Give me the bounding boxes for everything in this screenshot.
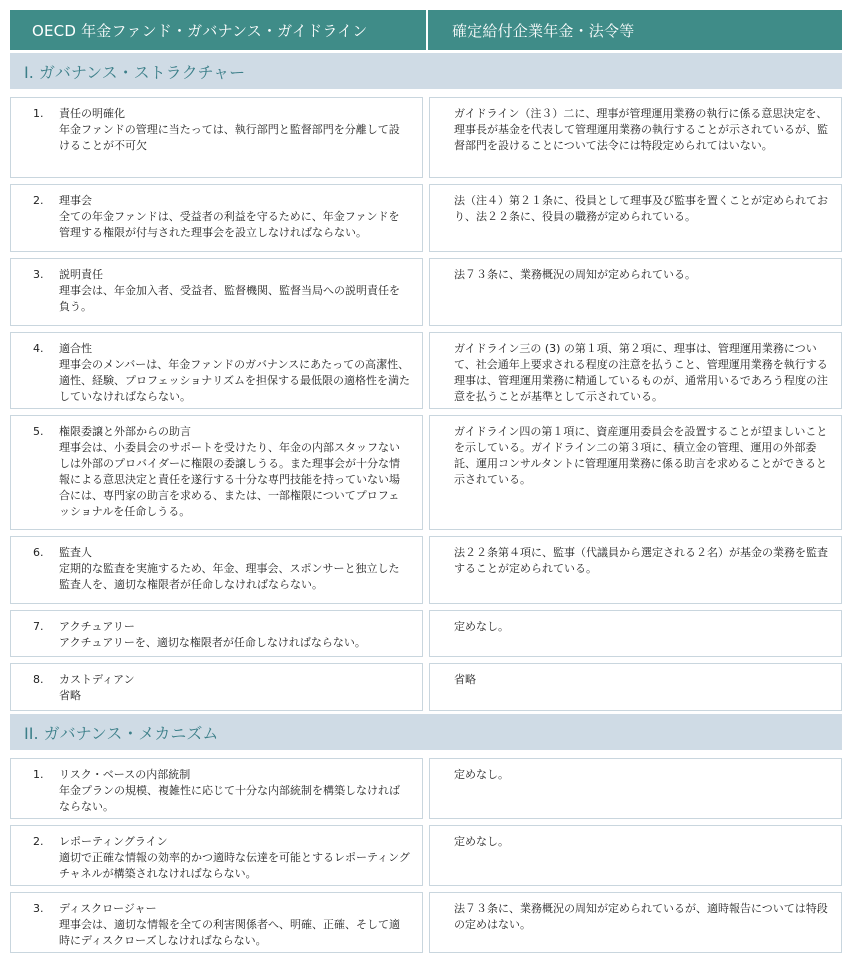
table-row: [10, 258, 842, 326]
law-cell: [429, 184, 842, 252]
item-text: 定期的な監査を実施するため、年金、理事会、スポンサーと独立した監査人を、適切な権限者が任命しなければならない。: [59, 562, 400, 591]
item-text: 年金ファンドの管理に当たっては、執行部門と監督部門を分離して設けることが不可欠: [59, 123, 400, 152]
guideline-cell: [10, 258, 423, 326]
item-title: 適合性: [59, 342, 92, 355]
table-row: [10, 663, 842, 711]
item-text: 理事会は、小委員会のサポートを受けたり、年金の内部スタッフないしは外部のプロバイダーに権限の委譲しうる。また理事会が十分な情報による意思決定と責任を遂行する十分な専門技能を持っていない場合には、専門家の助言を求める、または、一部権限についてプロフェッショナルを任命しうる。: [59, 441, 400, 518]
guideline-body: [59, 106, 410, 171]
table-row: [10, 892, 842, 953]
guideline-cell: [10, 415, 423, 530]
table-row: [10, 610, 842, 657]
table-row: [10, 184, 842, 252]
item-text: 理事会は、適切な情報を全ての利害関係者へ、明確、正確、そして適時にディスクローズしなければならない。: [59, 918, 400, 947]
guideline-cell: [10, 184, 423, 252]
section-title: I. ガバナンス・ストラクチャー: [10, 53, 842, 89]
item-title: 責任の明確化: [59, 107, 125, 120]
law-text: 法２２条第４項に、監事（代議員から選定される２名）が基金の業務を監査することが定められている。: [454, 546, 828, 575]
law-cell: [429, 258, 842, 326]
table-row: [10, 536, 842, 604]
item-number: 8.: [33, 673, 44, 686]
law-text: 定めなし。: [454, 835, 509, 848]
item-number: 3.: [33, 902, 44, 915]
guideline-cell: [10, 610, 423, 657]
law-cell: [429, 332, 842, 409]
item-number: 2.: [33, 194, 44, 207]
item-title: レポーティングライン: [59, 835, 168, 848]
item-number: 4.: [33, 342, 44, 355]
law-cell: [429, 758, 842, 819]
table-row: [10, 97, 842, 178]
item-number: 3.: [33, 268, 44, 281]
item-title: カストディアン: [59, 673, 135, 686]
guideline-cell: [10, 332, 423, 409]
law-text: ガイドライン三の (3) の第１項、第２項に、理事は、管理運用業務について、社会通年上要求される程度の注意を払うこと、管理運用業務を執行する理事は、管理運用業務に精通しているものが、通常用いるであろう程度の注意を払うことが基準として示されている。: [454, 342, 828, 403]
guideline-body: [59, 424, 410, 523]
table-row: [10, 758, 842, 819]
law-cell: [429, 536, 842, 604]
law-cell: [429, 610, 842, 657]
item-title: リスク・ベースの内部統制: [59, 768, 191, 781]
item-text: 年金プランの規模、複雑性に応じて十分な内部統制を構築しなければならない。: [59, 784, 400, 813]
item-title: アクチュアリー: [59, 620, 135, 633]
guideline-body: [59, 767, 410, 812]
guideline-body: [59, 193, 410, 245]
law-text: ガイドライン（注３）二に、理事が管理運用業務の執行に係る意思決定を、理事長が基金を代表して管理運用業務の執行することが示されているが、監督部門を設けることについて法令には特段定められてはいない。: [454, 107, 828, 152]
item-title: 権限委譲と外部からの助言: [59, 425, 191, 438]
item-text: 理事会のメンバーは、年金ファンドのガバナンスにあたっての高潔性、適性、経験、プロフェッショナリズムを担保する最低限の適格性を満たしていなければならない。: [59, 358, 411, 403]
law-text: 法７３条に、業務概況の周知が定められているが、適時報告については特段の定めはない。: [454, 902, 828, 931]
item-number: 1.: [33, 768, 44, 781]
guideline-body: [59, 267, 410, 319]
item-text: 省略: [59, 689, 81, 702]
law-cell: [429, 825, 842, 886]
guideline-cell: [10, 663, 423, 711]
law-cell: [429, 97, 842, 178]
table-row: [10, 825, 842, 886]
item-title: 説明責任: [59, 268, 103, 281]
guideline-cell: [10, 758, 423, 819]
table-row: [10, 415, 842, 530]
law-text: 省略: [454, 673, 476, 686]
guideline-body: [59, 672, 410, 704]
item-number: 1.: [33, 107, 44, 120]
guideline-cell: [10, 536, 423, 604]
header-oecd-guidelines: OECD 年金ファンド・ガバナンス・ガイドライン: [32, 21, 368, 40]
section-title: II. ガバナンス・メカニズム: [10, 714, 842, 750]
item-number: 7.: [33, 620, 44, 633]
law-cell: [429, 892, 842, 953]
guideline-body: [59, 834, 410, 879]
item-text: アクチュアリーを、適切な権限者が任命しなければならない。: [59, 636, 366, 649]
item-number: 2.: [33, 835, 44, 848]
law-cell: [429, 415, 842, 530]
guideline-cell: [10, 97, 423, 178]
item-title: 監査人: [59, 546, 92, 559]
governance-comparison-table: [10, 10, 842, 953]
item-title: 理事会: [59, 194, 92, 207]
header-db-pension-law: 確定給付企業年金・法令等: [426, 10, 842, 50]
law-text: 法７３条に、業務概況の周知が定められている。: [454, 268, 696, 281]
guideline-body: [59, 901, 410, 946]
table-row: [10, 332, 842, 409]
item-text: 全ての年金ファンドは、受益者の利益を守るために、年金ファンドを管理する権限が付与された理事会を設立しなければならない。: [59, 210, 400, 239]
guideline-body: [59, 619, 410, 650]
guideline-body: [59, 341, 410, 402]
law-text: 法（注４）第２１条に、役員として理事及び監事を置くことが定められており、法２２条に、役員の職務が定められている。: [454, 194, 828, 223]
guideline-cell: [10, 892, 423, 953]
item-number: 5.: [33, 425, 44, 438]
table-header: [10, 10, 842, 50]
law-text: ガイドライン四の第１項に、資産運用委員会を設置することが望ましいことを示している。ガイドライン二の第３項に、積立金の管理、運用の外部委託、運用コンサルタントに管理運用業務に係る助言を求めることができると示されている。: [454, 425, 828, 486]
law-cell: [429, 663, 842, 711]
guideline-cell: [10, 825, 423, 886]
item-title: ディスクロージャー: [59, 902, 157, 915]
law-text: 定めなし。: [454, 620, 509, 633]
item-text: 理事会は、年金加入者、受益者、監督機関、監督当局への説明責任を負う。: [59, 284, 400, 313]
item-text: 適切で正確な情報の効率的かつ適時な伝達を可能とするレポーティングチャネルが構築されなければならない。: [59, 851, 410, 880]
guideline-body: [59, 545, 410, 597]
law-text: 定めなし。: [454, 768, 509, 781]
item-number: 6.: [33, 546, 44, 559]
table-body: [10, 53, 842, 953]
